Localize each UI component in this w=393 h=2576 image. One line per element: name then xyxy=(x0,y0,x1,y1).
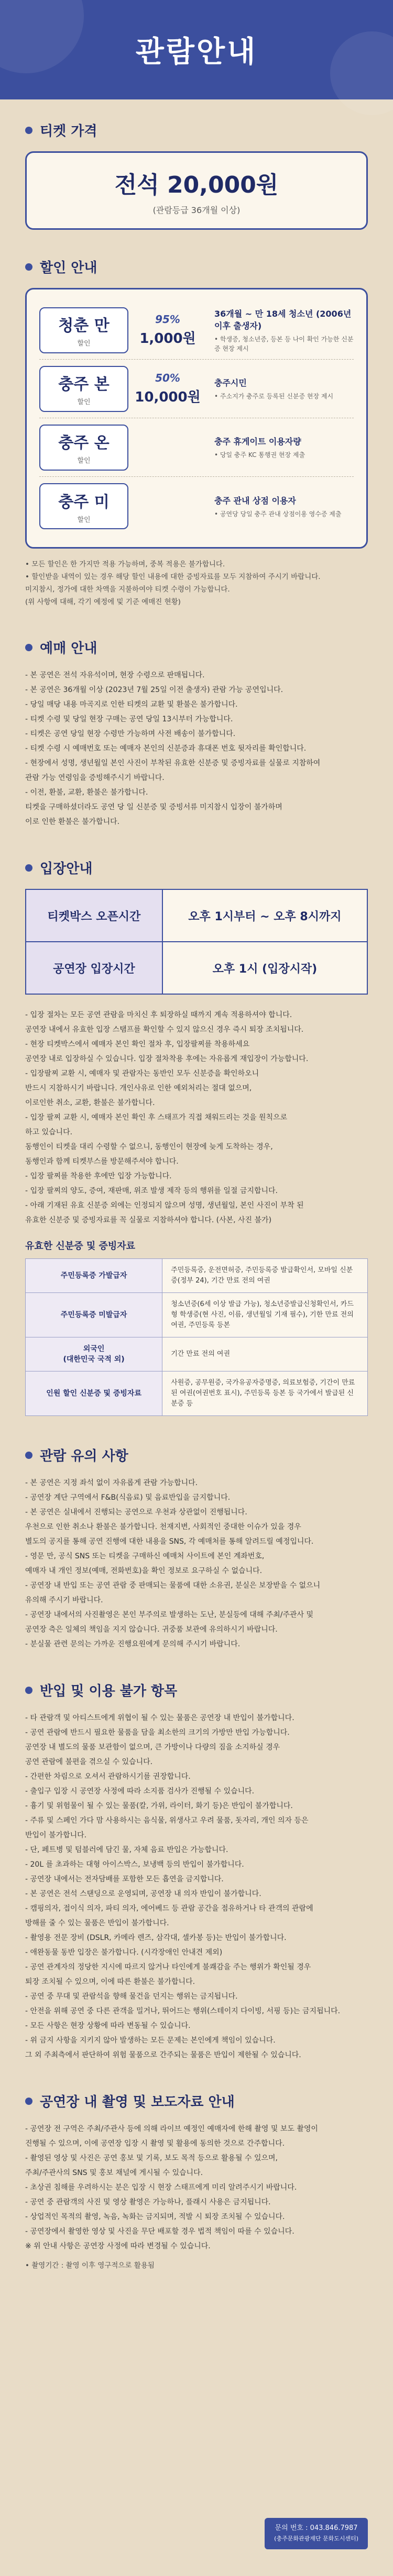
list-item: - 공연 중 무대 및 관람석을 향해 물건을 던지는 행위는 금지됩니다. xyxy=(25,1992,238,2001)
section-title-text: 할인 안내 xyxy=(40,260,97,276)
list-item: - 단, 페트병 및 텀블러에 담긴 물, 자체 음료 반입은 가능합니다. xyxy=(25,1846,228,1854)
discount-description xyxy=(207,435,354,460)
list-item: - 입장 팔찌의 양도, 증여, 재판매, 위조 발생 제작 등의 행위를 일절 금지합니다. xyxy=(25,1187,278,1195)
discount-requirement: • 학생증, 청소년증, 등본 등 나이 확인 가능한 신분증 현장 제시 xyxy=(214,335,354,352)
list-item: - 안전을 위해 공연 중 다른 관객을 밀거나, 뛰어드는 행위(스테이지 다이빙, 서핑 등)는 금지됩니다. xyxy=(25,2007,341,2015)
discount-row xyxy=(39,418,354,477)
list-item: 별도의 공지를 통해 공연 진행에 대한 내용을 SNS, 각 예매처를 통해 알려드릴 예정입니다. xyxy=(25,1537,314,1546)
list-item: - 본 공연은 전석 스탠딩으로 운영되며, 공연장 내 의자 반입이 불가합니다. xyxy=(25,1890,261,1898)
discount-name-sub: 할인 xyxy=(77,516,91,524)
list-item: 공연장 내 별도의 물품 보관함이 없으며, 큰 가방이나 다량의 짐을 소지하실 경우 xyxy=(25,1743,280,1752)
discount-name-box xyxy=(39,366,128,412)
list-item: 유의해 주시기 바랍니다. xyxy=(25,1596,103,1604)
bullet-icon xyxy=(25,263,32,271)
table-header-cell: 티켓박스 오픈시간 xyxy=(26,889,162,942)
list-item: - 티켓은 공연 당일 현장 수령만 가능하며 사전 배송이 불가합니다. xyxy=(25,730,236,738)
discount-rate xyxy=(128,313,207,347)
table-cell: 사원증, 공무원증, 국가유공자증명증, 의료보험증, 기간이 만료된 여권(여권번호 표시), 주민등록 등본 등 국가에서 발급된 신분증 등 xyxy=(162,1371,368,1416)
list-item: 예매자 내 개인 정보(예매, 전화번호)을 확인 정보로 요구하실 수 없습니다. xyxy=(25,1567,263,1575)
page-header xyxy=(0,0,393,99)
discount-name: 충주 온 xyxy=(58,434,110,452)
list-item: - 위 금지 사항을 지키지 않아 발생하는 모든 문제는 본인에게 책임이 있습니다. xyxy=(25,2036,276,2045)
discount-target: 충주 관내 상점 이용자 xyxy=(214,495,296,506)
discount-name: 충주 본 xyxy=(58,375,110,394)
caution-list xyxy=(25,1476,368,1651)
list-item: 공연장 내로 입장하실 수 있습니다. 입장 절차착용 후에는 자유롭게 재입장이 가능합니다. xyxy=(25,1055,309,1063)
main-content xyxy=(0,99,393,2272)
cert-title: 유효한 신분증 및 증빙자료 xyxy=(25,1241,136,1252)
list-item: - 애완동물 동반 입장은 불가합니다. (시각장애인 안내견 제외) xyxy=(25,1948,223,1957)
list-item: 그 외 주최측에서 판단하여 위험 물품으로 간주되는 물품은 반입이 제한될 수 있습니다. xyxy=(25,2051,301,2059)
list-item: - 공연장에서 촬영한 영상 및 사진을 무단 배포할 경우 법적 책임이 따를 수 있습니다. xyxy=(25,2227,294,2236)
table-header-cell: 공연장 입장시간 xyxy=(26,942,162,994)
bullet-icon xyxy=(25,644,32,651)
list-item: - 초상권 침해를 우려하시는 분은 입장 시 현장 스태프에게 미리 알려주시기 바랍니다. xyxy=(25,2183,297,2192)
bullet-icon xyxy=(25,864,32,872)
list-item: - 공연 관계자의 정당한 지시에 따르지 않거나 타인에게 불쾌감을 주는 행위가 확인될 경우 xyxy=(25,1963,311,1971)
list-item: - 주류 및 스페인 가다 맘 사용하시는 음식물, 위생사고 우려 물품, 돗자리, 개인 의자 등은 xyxy=(25,1816,309,1825)
table-row xyxy=(26,1293,368,1337)
list-item: - 간편한 차림으로 오셔서 관람하시기를 권장합니다. xyxy=(25,1772,191,1781)
list-item: 반입이 불가합니다. xyxy=(25,1831,87,1839)
section-title-booking xyxy=(25,638,368,657)
table-header-cell: 인원 할인 신분증 및 증빙자료 xyxy=(26,1371,162,1416)
discount-percent: 95% xyxy=(155,313,180,326)
table-header-cell: 외국인 (대한민국 국적 외) xyxy=(26,1337,162,1371)
list-item: 이로인한 취소, 교환, 환불은 불가합니다. xyxy=(25,1099,155,1107)
list-item: - 흉기 및 위험물이 될 수 있는 물품(칼, 가위, 라이터, 화기 등)은 반입이 불가합니다. xyxy=(25,1802,293,1810)
list-item: - 공연장 내 반입 또는 공연 관람 중 판매되는 물품에 대한 소유권, 분실은 보장받을 수 없으니 xyxy=(25,1581,321,1590)
bullet-icon xyxy=(25,2098,32,2105)
discount-row xyxy=(39,301,354,360)
discount-name-sub: 할인 xyxy=(77,398,91,406)
list-item: - 공연장 전 구역은 주최/주관사 등에 의해 라이브 예정인 예매자에 한해 촬영 및 보도 촬영이 xyxy=(25,2125,318,2133)
table-cell: 주민등록증, 운전면허증, 주민등록증 발급확인서, 모바일 신분증(정부 24), 기간 만료 전의 여권 xyxy=(162,1259,368,1293)
discount-name-box xyxy=(39,425,128,471)
list-item: 주최/주관사의 SNS 및 홍보 채널에 게시될 수 있습니다. xyxy=(25,2169,203,2177)
list-item: - 현장에서 성명, 생년월일 본인 사진이 부착된 유효한 신분증 및 증빙자료를 실물로 지참하여 xyxy=(25,759,321,767)
list-item: - 공연 관람에 반드시 필요한 물품을 담을 최소한의 크기의 가방만 반입 가능합니다. xyxy=(25,1729,290,1737)
list-item: 퇴장 조치될 수 있으며, 이에 따른 환불은 불가합니다. xyxy=(25,1978,195,1986)
section-title-filming xyxy=(25,2091,368,2111)
list-item: - 입장 절차는 모든 공연 관람을 마치신 후 퇴장하실 때까지 계속 적용하셔야 합니다. xyxy=(25,1011,292,1019)
list-item: 진행될 수 있으며, 이에 공연장 입장 시 촬영 및 활용에 동의한 것으로 간주합니다. xyxy=(25,2139,285,2148)
list-item: - 본 공연은 전석 자유석이며, 현장 수령으로 판매됩니다. xyxy=(25,671,205,679)
list-item: 반드시 지참하시기 바랍니다. 개인사유로 인한 예외처리는 절대 없으며, xyxy=(25,1084,252,1092)
note-line: 미지참시, 정가에 대한 차액을 지불하여야 티켓 수령이 가능합니다. xyxy=(25,585,230,594)
discount-name-box xyxy=(39,307,128,353)
contact-badge xyxy=(265,2518,368,2549)
section-title-admission xyxy=(25,858,368,877)
discount-target: 36개월 ~ 만 18세 청소년 (2006년 이후 출생자) xyxy=(214,308,352,331)
note-line: • 할인받을 내역이 있는 경우 해당 할인 내용에 대한 증빙자료를 모두 지참하여 주시기 바랍니다. xyxy=(25,573,321,581)
list-item: - 이전, 환불, 교환, 환불은 불가합니다. xyxy=(25,788,148,797)
list-item: - 영문 만, 공식 SNS 또는 티켓을 구매하신 예매처 사이트에 본인 계좌번호, xyxy=(25,1552,265,1560)
section-title-caution xyxy=(25,1445,368,1465)
list-item: - 20L 를 초과하는 대형 아이스박스, 보냉백 등의 반입이 불가합니다. xyxy=(25,1860,244,1869)
section-title-ticket xyxy=(25,120,368,140)
list-item: - 티켓 수령 시 예매번호 또는 예매자 본인의 신분증과 휴대폰 번호 뒷자리를 확인합니다. xyxy=(25,744,307,753)
list-item: 이로 인한 환불은 불가합니다. xyxy=(25,818,120,826)
discount-rate xyxy=(128,447,207,449)
discount-row xyxy=(39,360,354,418)
list-item: - 타 관람객 및 아티스트에게 위협이 될 수 있는 물품은 공연장 내 반입이 불가합니다. xyxy=(25,1714,294,1722)
discount-notes xyxy=(25,558,368,608)
list-item: - 입장 팔찌 교환 시, 예매자 본인 확인 후 스태프가 직접 채워드리는 것을 원칙으로 xyxy=(25,1113,288,1122)
list-item: - 본 공연은 실내에서 진행되는 공연으로 우천과 상관없이 진행됩니다. xyxy=(25,1508,247,1516)
list-item: - 분실물 관련 문의는 가까운 진행요원에게 문의해 주시기 바랍니다. xyxy=(25,1640,241,1648)
discount-description xyxy=(207,376,354,401)
table-cell: 오후 1시 (입장시작) xyxy=(162,942,367,994)
discount-requirement: • 공연당 당일 충주 관내 상점이용 영수증 제출 xyxy=(214,510,342,518)
list-item: - 공연장 내에서의 사진촬영은 본인 부주의로 발생하는 도난, 분실등에 대해 주최/주관사 및 xyxy=(25,1611,314,1619)
discount-requirement: • 당일 충주 KC 통행권 현장 제출 xyxy=(214,451,305,459)
section-title-text: 공연장 내 촬영 및 보도자료 안내 xyxy=(40,2094,235,2110)
list-item: - 본 공연은 지정 좌석 없이 자유롭게 관람 가능합니다. xyxy=(25,1479,198,1487)
bullet-icon xyxy=(25,127,32,134)
list-item: 관람 가능 연령임을 증빙해주시기 바랍니다. xyxy=(25,774,165,782)
list-item: 우천으로 인한 취소나 환불은 불가합니다. 천재지변, 사회적인 중대한 이슈가 있을 경우 xyxy=(25,1523,301,1531)
discount-requirement: • 주소지가 충주로 등록된 신분증 현장 제시 xyxy=(214,393,334,400)
discount-rate xyxy=(128,372,207,406)
discount-description xyxy=(207,307,354,353)
list-item: - 현장 티켓박스에서 예매자 본인 확인 절차 후, 입장팔찌를 착용하세요 xyxy=(25,1040,250,1049)
section-title-text: 입장안내 xyxy=(40,861,93,877)
contact-org: (충주문화관광재단 문화도시센터) xyxy=(274,2535,358,2542)
list-item: - 공연 중 관람객의 사진 및 영상 촬영은 가능하나, 플래시 사용은 금지됩니다. xyxy=(25,2198,271,2206)
filming-footnote: • 촬영기간 : 촬영 이후 영구적으로 활용됨 xyxy=(25,2261,155,2270)
list-item: - 촬영된 영상 및 사진은 공연 홍보 및 기록, 보도 목적 등으로 활용될 수 있으며, xyxy=(25,2154,278,2162)
discount-box xyxy=(25,288,368,549)
discount-description xyxy=(207,494,354,519)
discount-name-box xyxy=(39,483,128,529)
section-title-text: 티켓 가격 xyxy=(40,124,97,139)
prohibited-list xyxy=(25,1711,368,2062)
table-row xyxy=(26,1259,368,1293)
discount-name: 청춘 만 xyxy=(58,317,110,335)
list-item: 공연장 측은 일체의 책임을 지지 않습니다. 귀중품 보관에 유의하시기 바랍니다. xyxy=(25,1625,278,1634)
list-item: 동행인과 함께 티켓부스를 방문해주셔야 합니다. xyxy=(25,1157,179,1166)
list-item: - 상업적인 목적의 촬영, 녹음, 녹화는 금지되며, 적발 시 퇴장 조치될 수 있습니다. xyxy=(25,2213,285,2221)
discount-price: 10,000원 xyxy=(135,389,201,405)
table-row xyxy=(26,1371,368,1416)
list-item: 공연장 내에서 유효한 입장 스탬프를 확인할 수 있지 않으신 경우 즉시 퇴장 조치됩니다. xyxy=(25,1025,304,1034)
list-item: - 아래 기재된 유효 신분증 외에는 인정되지 않으며 성명, 생년월일, 본인 사진이 부착 된 xyxy=(25,1201,304,1210)
list-item: - 출입구 입장 시 공연장 사정에 따라 소지품 검사가 진행될 수 있습니다. xyxy=(25,1787,255,1796)
booking-list xyxy=(25,668,368,829)
list-item: 동행인이 티켓을 대리 수령할 수 없으니, 동행인이 현장에 늦게 도착하는 경우, xyxy=(25,1143,273,1151)
discount-target: 충주시민 xyxy=(214,378,247,388)
note-line: • 모든 할인은 한 가지만 적용 가능하며, 중복 적용은 불가합니다. xyxy=(25,560,225,568)
table-cell: 청소년증(6세 이상 발급 가능), 청소년증발급신청확인서, 카드형 학생증(현 사진, 이름, 생년월일 기재 필수), 기한 만료 전의 여권, 주민등록 등본 xyxy=(162,1293,368,1337)
list-item: 공연 관람에 불편을 겪으실 수 있습니다. xyxy=(25,1758,153,1766)
table-row xyxy=(26,1337,368,1371)
list-item: 방해를 줄 수 있는 물품은 반입이 불가합니다. xyxy=(25,1919,169,1927)
table-cell: 오후 1시부터 ~ 오후 8시까지 xyxy=(162,889,367,942)
bullet-icon xyxy=(25,1687,32,1694)
contact-phone: 문의 번호 : 043.846.7987 xyxy=(275,2524,358,2532)
list-item: - 당일 매당 내용 마곡지로 인한 티켓의 교환 및 환불은 불가합니다. xyxy=(25,700,238,709)
table-row xyxy=(26,942,367,994)
list-item: - 입장팔찌 교환 시, 예매자 및 관람자는 동반인 모두 신분증을 확인하오니 xyxy=(25,1069,259,1078)
section-title-text: 관람 유의 사항 xyxy=(40,1448,128,1464)
discount-price: 1,000원 xyxy=(139,331,196,347)
list-item: 티켓을 구매하셨더라도 공연 당 일 신분증 및 증빙서류 미지참시 입장이 불가하며 xyxy=(25,803,282,811)
list-item: - 캠핑의자, 접이식 의자, 파티 의자, 에어베드 등 관람 공간을 점유하거나 타 관객의 관람에 xyxy=(25,1904,313,1913)
section-title-prohibited xyxy=(25,1680,368,1700)
filming-list xyxy=(25,2122,368,2253)
section-title-text: 반입 및 이용 불가 항목 xyxy=(40,1683,178,1699)
admission-time-table xyxy=(25,889,368,995)
list-item: - 티켓 수령 및 당일 현장 구매는 공연 당일 13시부터 가능합니다. xyxy=(25,715,233,723)
discount-target: 충주 휴게이트 이용자량 xyxy=(214,437,301,447)
note-line: (위 사항에 대해, 각기 예정에 및 기준 예매진 현황) xyxy=(25,598,181,606)
list-item: - 본 공연은 36개월 이상 (2023년 7월 25일 이전 출생자) 관람 가능 공연입니다. xyxy=(25,686,283,694)
table-row xyxy=(26,889,367,942)
admission-list xyxy=(25,1008,368,1227)
discount-rate xyxy=(128,505,207,507)
page-title: 관람안내 xyxy=(135,35,258,69)
list-item: ※ 위 안내 사항은 공연장 사정에 따라 변경될 수 있습니다. xyxy=(25,2242,211,2250)
list-item: 유효한 신분증 및 증빙자료를 꼭 실물로 지참하셔야 합니다. (사본, 사진 불가) xyxy=(25,1216,272,1224)
cert-table xyxy=(25,1258,368,1416)
table-header-cell: 주민등록증 가발급자 xyxy=(26,1259,162,1293)
list-item: - 촬영용 전문 장비 (DSLR, 카메라 렌즈, 삼각대, 셀카봉 등)는 반입이 불가합니다. xyxy=(25,1934,287,1942)
header-decoration xyxy=(0,0,84,73)
ticket-price-box xyxy=(25,151,368,230)
bullet-icon xyxy=(25,1452,32,1459)
table-cell: 기간 만료 전의 여권 xyxy=(162,1337,368,1371)
section-title-text: 예매 안내 xyxy=(40,641,97,656)
discount-percent: 50% xyxy=(155,372,180,384)
ticket-price-note: (관람등급 36개월 이상) xyxy=(152,205,241,215)
discount-row xyxy=(39,477,354,536)
list-item: - 공연장 내에서는 전자담배를 포함한 모든 흡연을 금지합니다. xyxy=(25,1875,224,1883)
table-header-cell: 주민등록증 미발급자 xyxy=(26,1293,162,1337)
discount-name: 충주 미 xyxy=(58,493,110,511)
ticket-price: 전석 20,000원 xyxy=(114,171,279,198)
list-item: - 공연장 계단 구역에서 F&B(식음료) 및 음료반입을 금지합니다. xyxy=(25,1493,231,1502)
list-item: - 모든 사항은 현장 상황에 따라 변동될 수 있습니다. xyxy=(25,2022,191,2030)
list-item: 하고 있습니다. xyxy=(25,1128,73,1136)
discount-name-sub: 할인 xyxy=(77,457,91,465)
discount-name-sub: 할인 xyxy=(77,340,91,348)
list-item: - 입장 팔찌를 착용한 후에만 입장 가능합니다. xyxy=(25,1172,172,1180)
section-title-discount xyxy=(25,257,368,276)
